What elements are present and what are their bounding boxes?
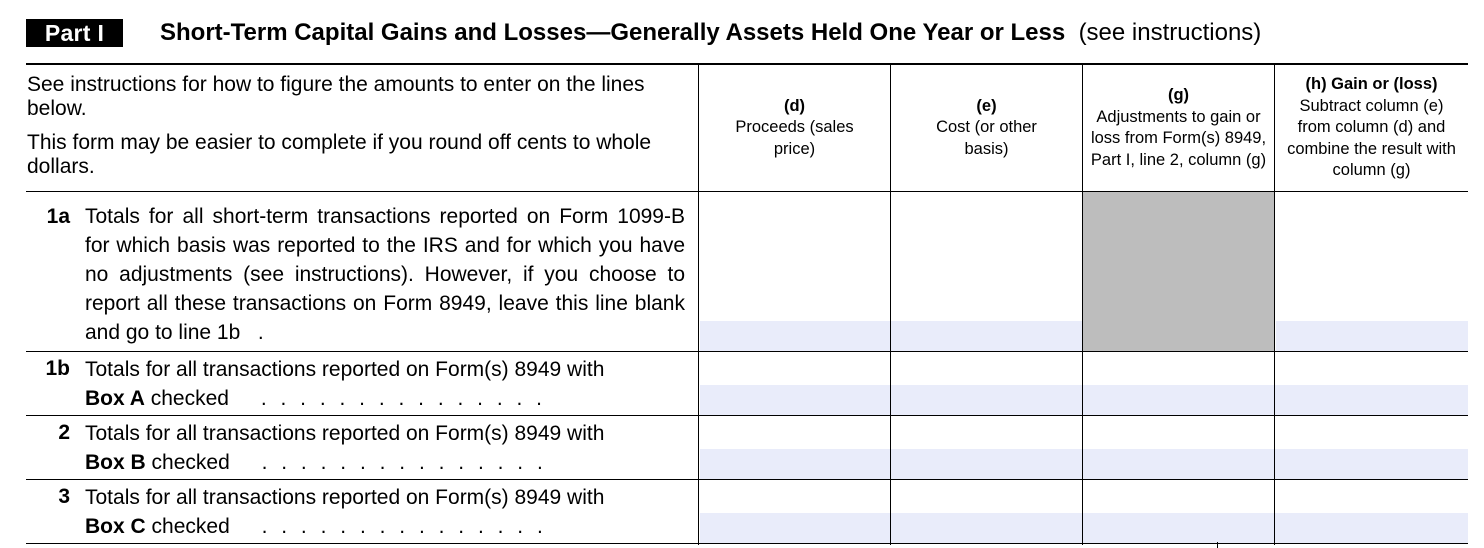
grid-hline [26,479,1468,480]
line-1b-number: 1b [45,357,70,380]
line-1a-dots: . [257,321,264,344]
grid-hline [26,543,1468,544]
line-3-d-input[interactable] [700,481,890,543]
intro-text [27,73,695,189]
column-letter-e: (e) [976,96,997,115]
line-1b-d-input[interactable] [700,353,890,415]
line-2-e-input[interactable] [892,417,1082,479]
line-1b-box: Box A [85,387,145,410]
line-2-tail: checked [151,451,230,474]
line-1a-text: Totals for all short-term transactions reported on Form 1099-B for which basis was reported to the IRS and for which you have no adjustments (see instructions). However, if you choose to report all these transactions on Form 8949, leave this line blank and go to line 1b [85,205,685,344]
line-1b-h-input[interactable] [1276,353,1468,415]
line-1a-h-input[interactable] [1276,192,1468,351]
column-header-e [891,65,1082,191]
line-3-description [85,483,685,541]
intro-line-2: This form may be easier to complete if you round off cents to whole dollars. [27,131,652,178]
line-1b-tail: checked [150,387,229,410]
column-header-h [1275,65,1468,191]
line-1a-g-disabled [1083,192,1274,351]
line-2-d-input[interactable] [700,417,890,479]
part-label: Part I [26,19,123,47]
intro-line-1: See instructions for how to figure the amounts to enter on the lines below. [27,73,645,120]
column-desc-h: Subtract column (e) from column (d) and combine the result with column (g) [1287,96,1456,180]
column-letter-d: (d) [783,96,806,115]
line-1b-e-input[interactable] [892,353,1082,415]
grid-vline [1082,65,1083,545]
line-3-g-input[interactable] [1084,481,1274,543]
line-1b-dots: . . . . . . . . . . . . . . . [260,387,543,410]
line-2-dots: . . . . . . . . . . . . . . . [261,451,543,474]
line-1b-description [85,355,685,413]
column-desc-d: Proceeds (sales price) [735,118,854,158]
grid-hline [26,415,1468,416]
line-1a-number: 1a [46,205,70,228]
line-2-description [85,419,685,477]
line-3-box: Box C [85,515,146,538]
line-2-h-input[interactable] [1276,417,1468,479]
column-header-g [1083,65,1274,191]
line-1b-g-input[interactable] [1084,353,1274,415]
column-header-d [699,65,890,191]
grid-hline [26,351,1468,352]
line-3-number: 3 [58,485,70,508]
line-3-h-input[interactable] [1276,481,1468,543]
column-letter-g: (g) [1167,86,1190,104]
part-title-suffix: (see instructions) [1078,19,1262,46]
grid-vline [890,65,891,545]
line-3-e-input[interactable] [892,481,1082,543]
grid-vline [1274,65,1275,545]
line-3-dots: . . . . . . . . . . . . . . . [261,515,543,538]
part-title-text: Short-Term Capital Gains and Losses—Generally Assets Held One Year or Less [160,19,1066,46]
line-1a-d-input[interactable] [700,192,890,351]
line-1a-description [85,202,685,347]
grid-hline [26,191,1468,192]
line-2-box: Box B [85,451,146,474]
line-2-number: 2 [58,421,70,444]
column-letter-h: (h) Gain or (loss) [1305,75,1438,94]
grid-vline [698,65,699,545]
line-1a-e-input[interactable] [892,192,1082,351]
line-1b-text: Totals for all transactions reported on Form(s) 8949 with [85,358,605,381]
part-title [160,18,1261,48]
line-2-g-input[interactable] [1084,417,1274,479]
column-desc-e: Cost (or other basis) [936,118,1037,158]
line-3-tail: checked [151,515,230,538]
line-2-text: Totals for all transactions reported on Form(s) 8949 with [85,422,605,445]
column-desc-g: Adjustments to gain or loss from Form(s) 8949, Part I, line 2, column (g) [1090,107,1267,169]
line-3-text: Totals for all transactions reported on Form(s) 8949 with [85,486,605,509]
